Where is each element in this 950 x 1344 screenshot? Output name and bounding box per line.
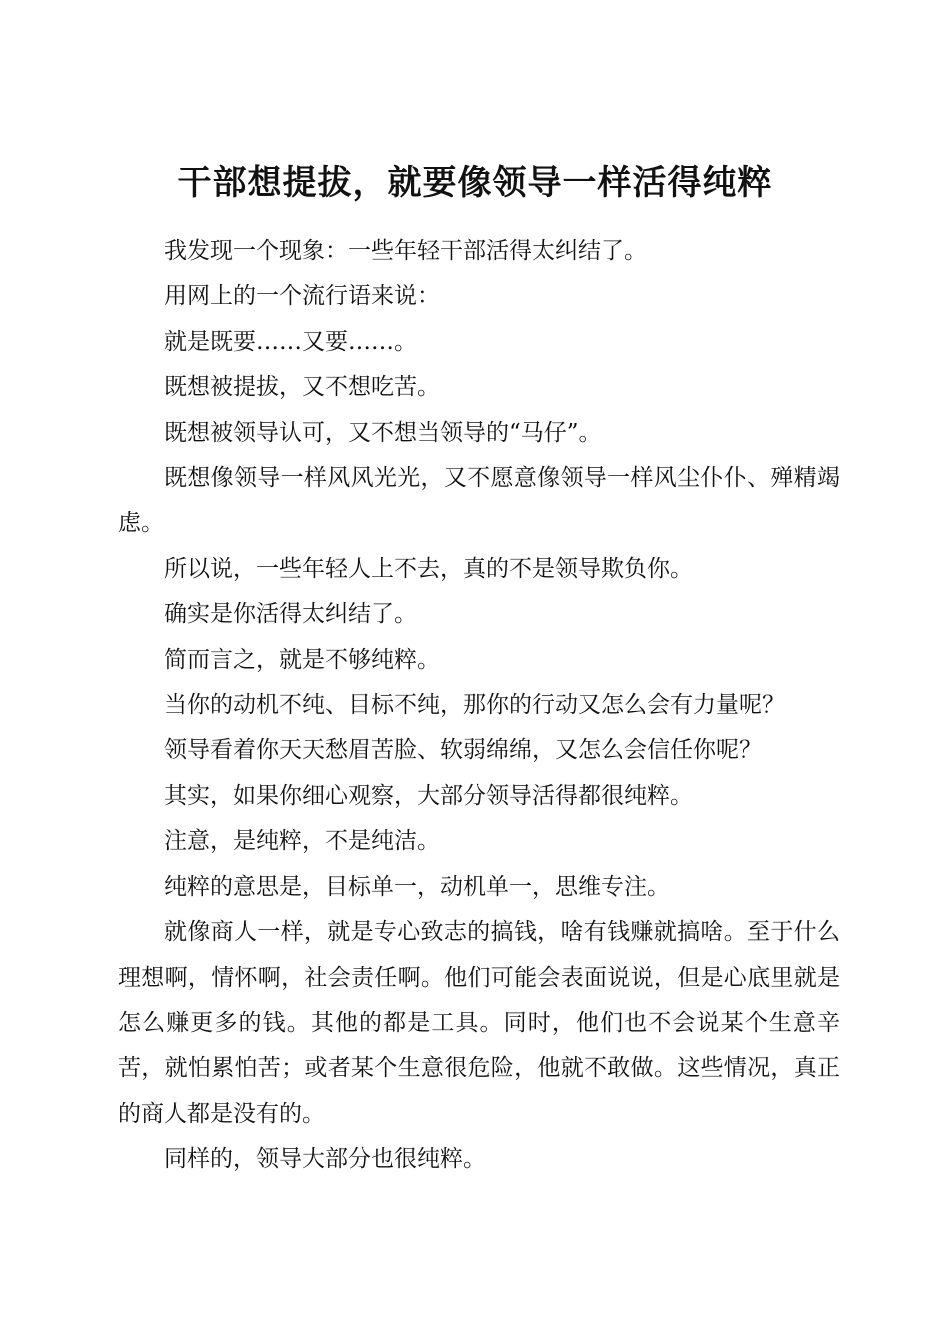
paragraph: 领导看着你天天愁眉苦脸、软弱绵绵，又怎么会信任你呢？ (164, 737, 762, 764)
paragraph: 所以说，一些年轻人上不去，真的不是领导欺负你。 (164, 555, 693, 582)
paragraph: 既想被提拔，又不想吃苦。 (164, 374, 440, 401)
paragraph: 我发现一个现象：一些年轻干部活得太纠结了。 (164, 238, 647, 264)
document-body (118, 229, 840, 1183)
paragraph: 用网上的一个流行语来说： (164, 283, 440, 310)
paragraph: 当你的动机不纯、目标不纯，那你的行动又怎么会有力量呢？ (164, 692, 785, 719)
paragraph: 其实，如果你细心观察，大部分领导活得都很纯粹。 (164, 782, 693, 809)
paragraph: 就是既要……又要……。 (164, 328, 417, 355)
paragraph: 简而言之，就是不够纯粹。 (164, 646, 440, 673)
paragraph: 纯粹的意思是，目标单一，动机单一，思维专注。 (164, 873, 670, 900)
paragraph: 就像商人一样，就是专心致志的搞钱，啥有钱赚就搞啥。至于什么理想啊，情怀啊，社会责任啊。他们可能会表面说说，但是心底里就是怎么赚更多的钱。其他的都是工具。同时，他们也不会说某个生意辛苦，就怕累怕苦；或者某个生意很危险，他就不敢做。这些情况，真正的商人都是没有的。 (118, 919, 840, 1127)
document-title: 干部想提拔，就要像领导一样活得纯粹 (177, 162, 773, 203)
paragraph: 同样的，领导大部分也很纯粹。 (164, 1146, 486, 1173)
paragraph: 既想像领导一样风风光光，又不愿意像领导一样风尘仆仆、殚精竭虑。 (118, 465, 840, 537)
paragraph: 注意，是纯粹，不是纯洁。 (164, 828, 440, 855)
paragraph: 确实是你活得太纠结了。 (164, 601, 417, 628)
paragraph: 既想被领导认可，又不想当领导的“马仔”。 (164, 419, 602, 446)
